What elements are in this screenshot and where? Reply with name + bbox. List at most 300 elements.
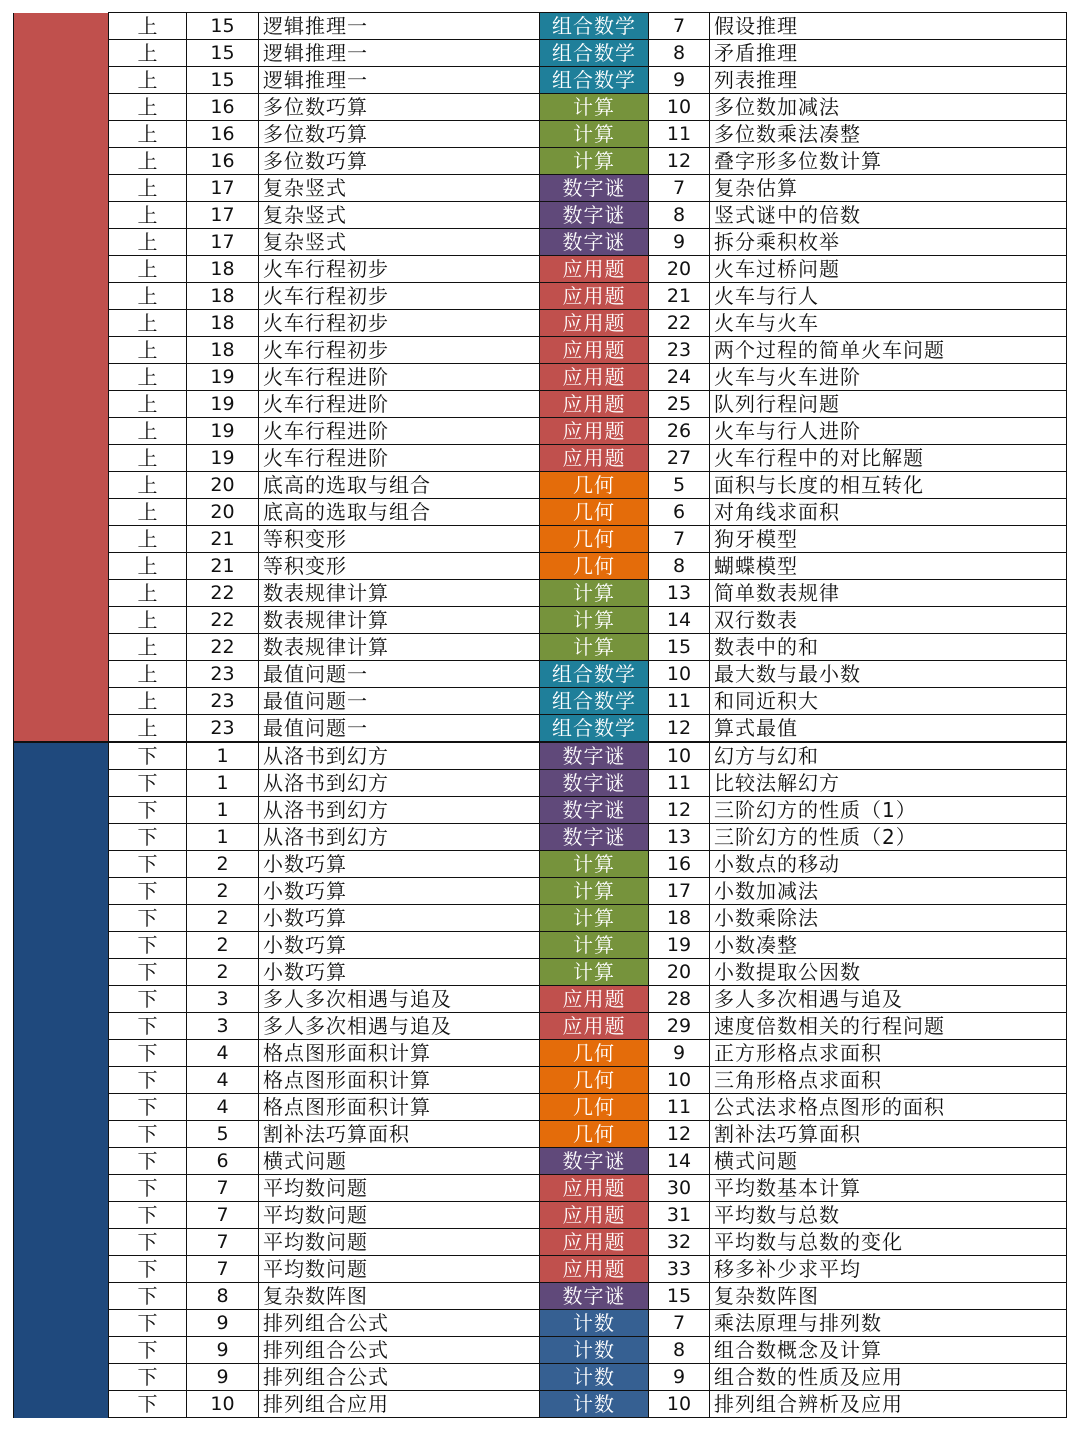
semester-color-band (14, 364, 109, 391)
semester-cell: 上 (109, 67, 187, 94)
lecture-number-cell: 17 (187, 175, 259, 202)
semester-cell: 下 (109, 1202, 187, 1229)
semester-cell: 下 (109, 1148, 187, 1175)
table-row (14, 580, 1067, 607)
topic-number-cell: 11 (649, 1094, 710, 1121)
lecture-number-cell: 16 (187, 94, 259, 121)
table-row (14, 851, 1067, 878)
semester-cell: 下 (109, 1094, 187, 1121)
lecture-number-cell: 21 (187, 553, 259, 580)
lecture-number-cell: 2 (187, 851, 259, 878)
lecture-number-cell: 20 (187, 472, 259, 499)
topic-cell: 复杂数阵图 (710, 1283, 1067, 1310)
topic-cell: 复杂估算 (710, 175, 1067, 202)
category-cell: 组合数学 (540, 67, 649, 94)
category-cell: 应用题 (540, 337, 649, 364)
topic-number-cell: 10 (649, 661, 710, 688)
category-cell: 组合数学 (540, 661, 649, 688)
table-row (14, 1229, 1067, 1256)
category-cell: 计算 (540, 932, 649, 959)
lecture-title-cell: 多位数巧算 (259, 94, 540, 121)
semester-color-band (14, 499, 109, 526)
semester-color-band (14, 1013, 109, 1040)
topic-cell: 小数提取公因数 (710, 959, 1067, 986)
lecture-title-cell: 多位数巧算 (259, 148, 540, 175)
topic-cell: 排列组合辨析及应用 (710, 1391, 1067, 1418)
semester-cell: 下 (109, 1121, 187, 1148)
topic-cell: 割补法巧算面积 (710, 1121, 1067, 1148)
semester-color-band (14, 580, 109, 607)
topic-number-cell: 8 (649, 202, 710, 229)
topic-cell: 竖式谜中的倍数 (710, 202, 1067, 229)
table-row (14, 1148, 1067, 1175)
semester-cell: 上 (109, 310, 187, 337)
semester-color-band (14, 13, 109, 40)
topic-cell: 矛盾推理 (710, 40, 1067, 67)
lecture-number-cell: 9 (187, 1364, 259, 1391)
topic-number-cell: 15 (649, 1283, 710, 1310)
semester-cell: 上 (109, 607, 187, 634)
table-row (14, 472, 1067, 499)
curriculum-sheet (13, 12, 1066, 1418)
topic-number-cell: 14 (649, 1148, 710, 1175)
lecture-title-cell: 多人多次相遇与追及 (259, 1013, 540, 1040)
category-cell: 计算 (540, 94, 649, 121)
topic-number-cell: 24 (649, 364, 710, 391)
table-row (14, 878, 1067, 905)
table-row (14, 391, 1067, 418)
topic-number-cell: 31 (649, 1202, 710, 1229)
topic-cell: 小数乘除法 (710, 905, 1067, 932)
semester-cell: 下 (109, 905, 187, 932)
topic-number-cell: 10 (649, 94, 710, 121)
semester-cell: 下 (109, 932, 187, 959)
topic-number-cell: 19 (649, 932, 710, 959)
table-row (14, 1067, 1067, 1094)
topic-cell: 叠字形多位数计算 (710, 148, 1067, 175)
semester-cell: 上 (109, 661, 187, 688)
lecture-title-cell: 从洛书到幻方 (259, 824, 540, 851)
table-row (14, 1175, 1067, 1202)
topic-number-cell: 10 (649, 742, 710, 770)
lecture-title-cell: 等积变形 (259, 553, 540, 580)
lecture-title-cell: 小数巧算 (259, 959, 540, 986)
table-row (14, 202, 1067, 229)
topic-cell: 简单数表规律 (710, 580, 1067, 607)
topic-cell: 火车与行人 (710, 283, 1067, 310)
lecture-title-cell: 格点图形面积计算 (259, 1094, 540, 1121)
category-cell: 几何 (540, 1040, 649, 1067)
category-cell: 应用题 (540, 445, 649, 472)
semester-color-band (14, 148, 109, 175)
lecture-title-cell: 多位数巧算 (259, 121, 540, 148)
lecture-number-cell: 4 (187, 1067, 259, 1094)
table-row (14, 688, 1067, 715)
topic-cell: 平均数基本计算 (710, 1175, 1067, 1202)
lecture-title-cell: 逻辑推理一 (259, 13, 540, 40)
lecture-title-cell: 火车行程初步 (259, 310, 540, 337)
category-cell: 计数 (540, 1337, 649, 1364)
semester-color-band (14, 553, 109, 580)
lecture-number-cell: 19 (187, 418, 259, 445)
table-row (14, 310, 1067, 337)
semester-color-band (14, 1229, 109, 1256)
lecture-number-cell: 23 (187, 688, 259, 715)
semester-color-band (14, 1067, 109, 1094)
category-cell: 组合数学 (540, 715, 649, 743)
category-cell: 计算 (540, 959, 649, 986)
lecture-title-cell: 最值问题一 (259, 688, 540, 715)
lecture-title-cell: 最值问题一 (259, 715, 540, 743)
semester-cell: 上 (109, 229, 187, 256)
semester-cell: 下 (109, 1040, 187, 1067)
category-cell: 计数 (540, 1391, 649, 1418)
semester-color-band (14, 688, 109, 715)
lecture-number-cell: 22 (187, 580, 259, 607)
topic-number-cell: 12 (649, 715, 710, 743)
lecture-title-cell: 底高的选取与组合 (259, 472, 540, 499)
topic-cell: 两个过程的简单火车问题 (710, 337, 1067, 364)
semester-cell: 上 (109, 499, 187, 526)
semester-cell: 上 (109, 634, 187, 661)
semester-cell: 上 (109, 337, 187, 364)
category-cell: 数字谜 (540, 229, 649, 256)
lecture-title-cell: 数表规律计算 (259, 607, 540, 634)
lecture-title-cell: 火车行程进阶 (259, 418, 540, 445)
semester-color-band (14, 742, 109, 770)
lecture-number-cell: 23 (187, 715, 259, 743)
lecture-title-cell: 平均数问题 (259, 1175, 540, 1202)
topic-number-cell: 12 (649, 1121, 710, 1148)
topic-cell: 平均数与总数 (710, 1202, 1067, 1229)
category-cell: 几何 (540, 553, 649, 580)
semester-color-band (14, 337, 109, 364)
lecture-title-cell: 火车行程初步 (259, 337, 540, 364)
topic-number-cell: 18 (649, 905, 710, 932)
category-cell: 几何 (540, 1121, 649, 1148)
semester-color-band (14, 1391, 109, 1418)
table-row (14, 67, 1067, 94)
topic-cell: 拆分乘积枚举 (710, 229, 1067, 256)
table-row (14, 283, 1067, 310)
semester-cell: 上 (109, 445, 187, 472)
topic-number-cell: 7 (649, 175, 710, 202)
semester-color-band (14, 256, 109, 283)
category-cell: 计算 (540, 148, 649, 175)
topic-cell: 组合数的性质及应用 (710, 1364, 1067, 1391)
lecture-number-cell: 18 (187, 256, 259, 283)
topic-number-cell: 11 (649, 688, 710, 715)
table-row (14, 526, 1067, 553)
table-row (14, 770, 1067, 797)
table-row (14, 148, 1067, 175)
table-row (14, 661, 1067, 688)
lecture-title-cell: 平均数问题 (259, 1256, 540, 1283)
table-row (14, 932, 1067, 959)
topic-cell: 多人多次相遇与追及 (710, 986, 1067, 1013)
lecture-title-cell: 格点图形面积计算 (259, 1067, 540, 1094)
lecture-number-cell: 22 (187, 607, 259, 634)
table-row (14, 959, 1067, 986)
lecture-title-cell: 火车行程进阶 (259, 364, 540, 391)
semester-cell: 上 (109, 256, 187, 283)
topic-cell: 三阶幻方的性质（1） (710, 797, 1067, 824)
lecture-number-cell: 17 (187, 229, 259, 256)
topic-cell: 最大数与最小数 (710, 661, 1067, 688)
category-cell: 应用题 (540, 391, 649, 418)
table-row (14, 499, 1067, 526)
category-cell: 计算 (540, 121, 649, 148)
lecture-title-cell: 排列组合应用 (259, 1391, 540, 1418)
topic-cell: 移多补少求平均 (710, 1256, 1067, 1283)
topic-number-cell: 25 (649, 391, 710, 418)
table-row (14, 824, 1067, 851)
table-row (14, 1040, 1067, 1067)
lecture-number-cell: 15 (187, 67, 259, 94)
category-cell: 计数 (540, 1364, 649, 1391)
semester-color-band (14, 472, 109, 499)
category-cell: 计数 (540, 1310, 649, 1337)
topic-cell: 队列行程问题 (710, 391, 1067, 418)
semester-cell: 上 (109, 121, 187, 148)
category-cell: 应用题 (540, 1256, 649, 1283)
topic-number-cell: 9 (649, 1364, 710, 1391)
lecture-title-cell: 多人多次相遇与追及 (259, 986, 540, 1013)
category-cell: 应用题 (540, 1013, 649, 1040)
semester-color-band (14, 40, 109, 67)
table-row (14, 1310, 1067, 1337)
table-row (14, 905, 1067, 932)
topic-cell: 火车行程中的对比解题 (710, 445, 1067, 472)
semester-cell: 上 (109, 715, 187, 743)
category-cell: 组合数学 (540, 40, 649, 67)
lecture-number-cell: 18 (187, 337, 259, 364)
lecture-number-cell: 5 (187, 1121, 259, 1148)
category-cell: 组合数学 (540, 688, 649, 715)
lecture-number-cell: 16 (187, 148, 259, 175)
semester-cell: 下 (109, 770, 187, 797)
lecture-number-cell: 7 (187, 1256, 259, 1283)
topic-number-cell: 22 (649, 310, 710, 337)
semester-color-band (14, 986, 109, 1013)
topic-number-cell: 27 (649, 445, 710, 472)
topic-number-cell: 8 (649, 40, 710, 67)
topic-cell: 三阶幻方的性质（2） (710, 824, 1067, 851)
semester-cell: 下 (109, 824, 187, 851)
topic-number-cell: 32 (649, 1229, 710, 1256)
topic-number-cell: 13 (649, 824, 710, 851)
semester-cell: 下 (109, 1256, 187, 1283)
lecture-title-cell: 逻辑推理一 (259, 67, 540, 94)
table-row (14, 742, 1067, 770)
table-row (14, 1364, 1067, 1391)
semester-color-band (14, 1202, 109, 1229)
table-row (14, 445, 1067, 472)
table-row (14, 1013, 1067, 1040)
semester-cell: 上 (109, 40, 187, 67)
topic-cell: 火车过桥问题 (710, 256, 1067, 283)
semester-cell: 下 (109, 1283, 187, 1310)
category-cell: 应用题 (540, 1175, 649, 1202)
semester-cell: 下 (109, 1175, 187, 1202)
table-row (14, 364, 1067, 391)
semester-color-band (14, 1364, 109, 1391)
lecture-title-cell: 复杂数阵图 (259, 1283, 540, 1310)
lecture-number-cell: 23 (187, 661, 259, 688)
semester-color-band (14, 229, 109, 256)
topic-cell: 乘法原理与排列数 (710, 1310, 1067, 1337)
lecture-title-cell: 从洛书到幻方 (259, 742, 540, 770)
lecture-number-cell: 15 (187, 40, 259, 67)
lecture-title-cell: 排列组合公式 (259, 1364, 540, 1391)
table-row (14, 418, 1067, 445)
topic-cell: 公式法求格点图形的面积 (710, 1094, 1067, 1121)
topic-number-cell: 23 (649, 337, 710, 364)
topic-cell: 多位数加减法 (710, 94, 1067, 121)
lecture-title-cell: 火车行程进阶 (259, 391, 540, 418)
topic-number-cell: 29 (649, 1013, 710, 1040)
semester-color-band (14, 661, 109, 688)
lecture-number-cell: 16 (187, 121, 259, 148)
table-row (14, 1391, 1067, 1418)
lecture-title-cell: 小数巧算 (259, 878, 540, 905)
topic-cell: 三角形格点求面积 (710, 1067, 1067, 1094)
category-cell: 计算 (540, 607, 649, 634)
semester-cell: 上 (109, 580, 187, 607)
topic-number-cell: 10 (649, 1391, 710, 1418)
category-cell: 数字谜 (540, 1283, 649, 1310)
semester-cell: 下 (109, 878, 187, 905)
topic-cell: 幻方与幻和 (710, 742, 1067, 770)
lecture-number-cell: 7 (187, 1175, 259, 1202)
table-row (14, 607, 1067, 634)
category-cell: 几何 (540, 499, 649, 526)
semester-color-band (14, 526, 109, 553)
semester-color-band (14, 67, 109, 94)
lecture-title-cell: 数表规律计算 (259, 634, 540, 661)
lecture-title-cell: 等积变形 (259, 526, 540, 553)
semester-color-band (14, 1094, 109, 1121)
category-cell: 数字谜 (540, 770, 649, 797)
category-cell: 计算 (540, 580, 649, 607)
semester-cell: 上 (109, 472, 187, 499)
semester-color-band (14, 445, 109, 472)
lecture-title-cell: 从洛书到幻方 (259, 770, 540, 797)
semester-cell: 上 (109, 175, 187, 202)
topic-cell: 多位数乘法凑整 (710, 121, 1067, 148)
semester-cell: 下 (109, 851, 187, 878)
category-cell: 应用题 (540, 1202, 649, 1229)
category-cell: 应用题 (540, 310, 649, 337)
semester-cell: 上 (109, 391, 187, 418)
semester-color-band (14, 202, 109, 229)
semester-cell: 上 (109, 283, 187, 310)
topic-number-cell: 6 (649, 499, 710, 526)
topic-cell: 火车与行人进阶 (710, 418, 1067, 445)
semester-color-band (14, 310, 109, 337)
semester-color-band (14, 1310, 109, 1337)
lecture-number-cell: 4 (187, 1040, 259, 1067)
table-row (14, 229, 1067, 256)
lecture-number-cell: 2 (187, 878, 259, 905)
category-cell: 数字谜 (540, 797, 649, 824)
semester-cell: 上 (109, 553, 187, 580)
topic-number-cell: 9 (649, 1040, 710, 1067)
semester-color-band (14, 1256, 109, 1283)
lecture-title-cell: 排列组合公式 (259, 1337, 540, 1364)
semester-cell: 上 (109, 13, 187, 40)
topic-cell: 对角线求面积 (710, 499, 1067, 526)
lecture-title-cell: 小数巧算 (259, 905, 540, 932)
topic-number-cell: 7 (649, 13, 710, 40)
lecture-number-cell: 4 (187, 1094, 259, 1121)
semester-color-band (14, 418, 109, 445)
topic-cell: 比较法解幻方 (710, 770, 1067, 797)
semester-cell: 下 (109, 1013, 187, 1040)
semester-color-band (14, 283, 109, 310)
category-cell: 应用题 (540, 1229, 649, 1256)
table-row (14, 40, 1067, 67)
topic-cell: 蝴蝶模型 (710, 553, 1067, 580)
semester-color-band (14, 797, 109, 824)
semester-color-band (14, 824, 109, 851)
topic-number-cell: 17 (649, 878, 710, 905)
table-row (14, 986, 1067, 1013)
semester-cell: 下 (109, 1310, 187, 1337)
semester-color-band (14, 391, 109, 418)
table-row (14, 634, 1067, 661)
topic-number-cell: 9 (649, 67, 710, 94)
lecture-number-cell: 18 (187, 283, 259, 310)
table-row (14, 337, 1067, 364)
table-row (14, 553, 1067, 580)
lecture-title-cell: 火车行程初步 (259, 283, 540, 310)
semester-cell: 下 (109, 742, 187, 770)
lecture-title-cell: 格点图形面积计算 (259, 1040, 540, 1067)
topic-number-cell: 26 (649, 418, 710, 445)
semester-color-band (14, 121, 109, 148)
lecture-title-cell: 复杂竖式 (259, 202, 540, 229)
topic-cell: 平均数与总数的变化 (710, 1229, 1067, 1256)
topic-number-cell: 14 (649, 607, 710, 634)
topic-cell: 正方形格点求面积 (710, 1040, 1067, 1067)
topic-number-cell: 12 (649, 148, 710, 175)
topic-cell: 面积与长度的相互转化 (710, 472, 1067, 499)
category-cell: 数字谜 (540, 1148, 649, 1175)
topic-number-cell: 16 (649, 851, 710, 878)
semester-cell: 上 (109, 418, 187, 445)
table-row (14, 175, 1067, 202)
topic-number-cell: 7 (649, 1310, 710, 1337)
lecture-number-cell: 1 (187, 824, 259, 851)
lecture-number-cell: 1 (187, 742, 259, 770)
semester-color-band (14, 851, 109, 878)
semester-color-band (14, 770, 109, 797)
lecture-title-cell: 逻辑推理一 (259, 40, 540, 67)
category-cell: 组合数学 (540, 13, 649, 40)
lecture-title-cell: 平均数问题 (259, 1229, 540, 1256)
topic-cell: 小数点的移动 (710, 851, 1067, 878)
semester-color-band (14, 1175, 109, 1202)
lecture-number-cell: 20 (187, 499, 259, 526)
topic-cell: 火车与火车进阶 (710, 364, 1067, 391)
topic-number-cell: 21 (649, 283, 710, 310)
lecture-number-cell: 1 (187, 797, 259, 824)
lecture-title-cell: 排列组合公式 (259, 1310, 540, 1337)
table-row (14, 94, 1067, 121)
table-body (14, 13, 1067, 1418)
semester-cell: 下 (109, 1364, 187, 1391)
